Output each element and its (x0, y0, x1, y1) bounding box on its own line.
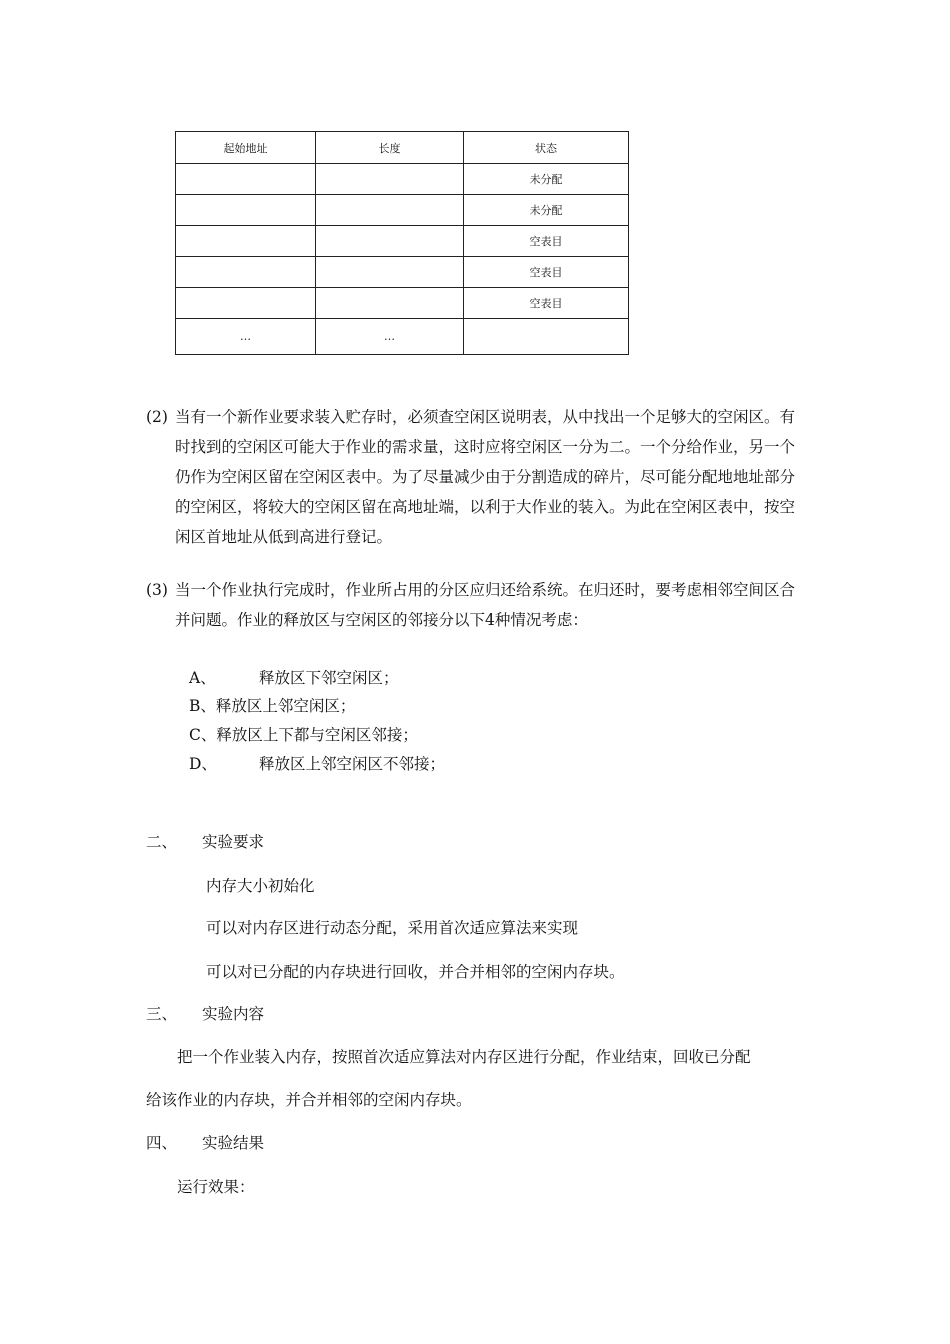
case-text: 释放区上邻空闲区不邻接； (259, 755, 446, 773)
table-cell (316, 226, 464, 257)
table-cell (176, 257, 316, 288)
section-title: 实验要求 (202, 833, 265, 851)
table-cell (316, 257, 464, 288)
table-cell (316, 195, 464, 226)
table-cell: 空表目 (464, 288, 629, 319)
result-line-1: 运行效果： (177, 1178, 255, 1196)
table-row (176, 288, 629, 319)
content-line-1: 把一个作业装入内存，按照首次适应算法对内存区进行分配，作业结束，回收已分配 (177, 1048, 751, 1066)
case-text: 释放区上下都与空闲区邻接； (216, 726, 418, 744)
item-text: 当有一个新作业要求装入贮存时，必须查空闲区说明表，从中找出一个足够大的空闲区。有时找到的空闲区可能大于作业的需求量，这时应将空闲区一分为二。一个分给作业，另一个仍作为空闲区留在空闲区表中。为了尽量减少由于分割造成的碎片，尽可能分配地地址部分的空闲区，将较大的空闲区留在高地址端，以利于大作业的装入。为此在空闲区表中，按空闲区首地址从低到高进行登记。 (175, 408, 796, 546)
case-b (189, 696, 355, 716)
table-cell: … (316, 319, 464, 355)
case-c (189, 725, 418, 745)
table-row (176, 257, 629, 288)
case-text: 释放区下邻空闲区； (259, 669, 399, 687)
section-heading-4 (146, 1133, 264, 1153)
table-cell: … (176, 319, 316, 355)
section-heading-2 (146, 832, 264, 852)
table-cell (464, 319, 629, 355)
table-cell: 空表目 (464, 226, 629, 257)
case-text: 释放区上邻空闲区； (215, 697, 356, 715)
section-number: 四、 (146, 1134, 178, 1152)
section-number: 三、 (146, 1005, 178, 1023)
table-cell (176, 195, 316, 226)
free-partition-table (175, 131, 629, 355)
table-cell (316, 164, 464, 195)
requirement-line-3: 可以对已分配的内存块进行回收，并合并相邻的空闲内存块。 (206, 963, 625, 981)
section-title: 实验结果 (202, 1134, 265, 1152)
requirement-line-1: 内存大小初始化 (206, 877, 315, 895)
table-row (176, 226, 629, 257)
item-number: (2) (146, 408, 168, 426)
content-line-2: 给该作业的内存块，并合并相邻的空闲内存块。 (146, 1091, 472, 1109)
paragraph-item-2 (146, 402, 806, 552)
section-title: 实验内容 (202, 1005, 265, 1023)
header-status: 状态 (464, 132, 629, 164)
table-cell: 未分配 (464, 195, 629, 226)
table-cell (176, 226, 316, 257)
case-label: D、 (189, 755, 217, 773)
item-number: (3) (146, 581, 168, 599)
table-row (176, 195, 629, 226)
header-length: 长度 (316, 132, 464, 164)
paragraph-item-3 (146, 575, 806, 635)
case-a (189, 668, 399, 688)
table-row (176, 164, 629, 195)
table-header-row (176, 132, 629, 164)
table-cell: 空表目 (464, 257, 629, 288)
section-number: 二、 (146, 833, 178, 851)
case-label: A、 (189, 669, 216, 687)
table-row (176, 319, 629, 355)
item-text: 当一个作业执行完成时，作业所占用的分区应归还给系统。在归还时，要考虑相邻空间区合并问题。作业的释放区与空闲区的邻接分以下4种情况考虑： (175, 581, 796, 629)
table-cell (176, 288, 316, 319)
case-label: B、 (189, 697, 216, 715)
case-d (189, 754, 445, 774)
section-heading-3 (146, 1004, 264, 1024)
table-cell: 未分配 (464, 164, 629, 195)
table-cell (176, 164, 316, 195)
requirement-line-2: 可以对内存区进行动态分配，采用首次适应算法来实现 (206, 919, 579, 937)
header-start-address: 起始地址 (176, 132, 316, 164)
case-label: C、 (189, 726, 217, 744)
table-cell (316, 288, 464, 319)
